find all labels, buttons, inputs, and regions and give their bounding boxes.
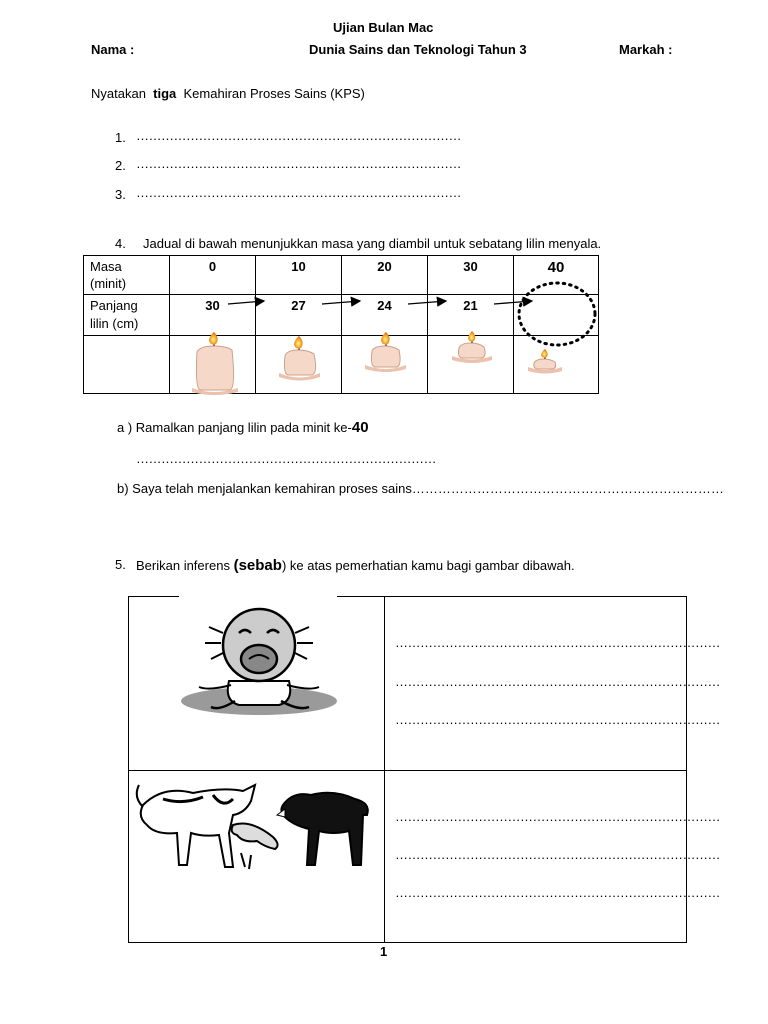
length-value: 24 bbox=[377, 298, 392, 313]
inference-line-4[interactable]: …………………………………………………………………… bbox=[395, 809, 720, 824]
answer-number-3: 3. bbox=[115, 187, 126, 202]
marks-label: Markah : bbox=[619, 42, 673, 57]
length-value: 27 bbox=[291, 298, 306, 313]
time-value: 10 bbox=[291, 259, 306, 274]
answer-number-2: 2. bbox=[115, 158, 126, 173]
subject-title: Dunia Sains dan Teknologi Tahun 3 bbox=[309, 42, 527, 57]
q4b-question[interactable]: b) Saya telah menjalankan kemahiran proses sains……………………………………………………………… bbox=[117, 481, 724, 496]
page-number: 1 bbox=[380, 944, 388, 959]
arrow-icon bbox=[494, 301, 532, 304]
time-value: 0 bbox=[208, 259, 217, 274]
answer-line-2[interactable]: …………………………………………………………………… bbox=[136, 156, 461, 171]
length-value: 30 bbox=[205, 298, 220, 313]
inference-line-1[interactable]: …………………………………………………………………… bbox=[395, 635, 720, 650]
q5-number: 5. bbox=[115, 557, 126, 572]
candle-icon bbox=[192, 332, 238, 395]
inference-line-3[interactable]: …………………………………………………………………… bbox=[395, 712, 720, 727]
q4a-answer-line[interactable]: ……………………………………………………………… bbox=[136, 451, 436, 466]
table-overlay bbox=[0, 0, 768, 420]
time-value-40: 40 bbox=[547, 259, 565, 276]
q5-text-bold: (sebab bbox=[233, 557, 282, 574]
name-label: Nama : bbox=[91, 42, 135, 57]
exam-title: Ujian Bulan Mac bbox=[333, 20, 434, 35]
kps-text-before: Nyatakan bbox=[91, 86, 146, 101]
q4-text: Jadual di bawah menunjukkan masa yang diambil untuk sebatang lilin menyala. bbox=[143, 236, 602, 251]
answer-number-1: 1. bbox=[115, 130, 126, 145]
candle-icon bbox=[452, 331, 492, 363]
inference-table bbox=[128, 596, 720, 943]
answer-line-3[interactable]: …………………………………………………………………… bbox=[136, 185, 461, 200]
length-value: 21 bbox=[463, 298, 478, 313]
minit-label: (minit) bbox=[90, 276, 127, 291]
crying-baby-icon bbox=[169, 603, 349, 718]
q5-text-before: Berikan inferens bbox=[136, 558, 230, 573]
answer-line-1[interactable]: …………………………………………………………………… bbox=[136, 128, 461, 143]
dotted-circle-icon bbox=[519, 283, 595, 345]
q4a-bold: 40 bbox=[351, 419, 369, 436]
arrow-icon bbox=[228, 301, 264, 304]
q4-number: 4. bbox=[115, 236, 126, 251]
candle-icon bbox=[365, 332, 406, 372]
kps-text-after: Kemahiran Proses Sains (KPS) bbox=[183, 86, 365, 101]
inference-line-5[interactable]: …………………………………………………………………… bbox=[395, 847, 720, 862]
time-value: 30 bbox=[463, 259, 478, 274]
masa-label: Masa bbox=[90, 259, 122, 274]
arrow-icon bbox=[408, 301, 446, 304]
q5-text-after: ) ke atas pemerhatian kamu bagi gambar dibawah. bbox=[281, 558, 575, 573]
time-value: 20 bbox=[377, 259, 392, 274]
panjang-label: Panjang bbox=[90, 298, 138, 313]
dogs-fighting-icon bbox=[133, 775, 379, 880]
inference-line-6[interactable]: …………………………………………………………………… bbox=[395, 885, 720, 900]
q4a-question bbox=[117, 419, 369, 436]
kps-text-bold: tiga bbox=[153, 86, 177, 101]
inference-line-2[interactable]: …………………………………………………………………… bbox=[395, 674, 720, 689]
arrow-icon bbox=[322, 301, 360, 304]
q4a-text: a ) Ramalkan panjang lilin pada minit ke- bbox=[117, 420, 352, 435]
candle-icon bbox=[528, 349, 562, 374]
candle-icon bbox=[279, 336, 320, 381]
lilin-cm-label: lilin (cm) bbox=[90, 316, 139, 331]
q5-question bbox=[136, 557, 575, 574]
